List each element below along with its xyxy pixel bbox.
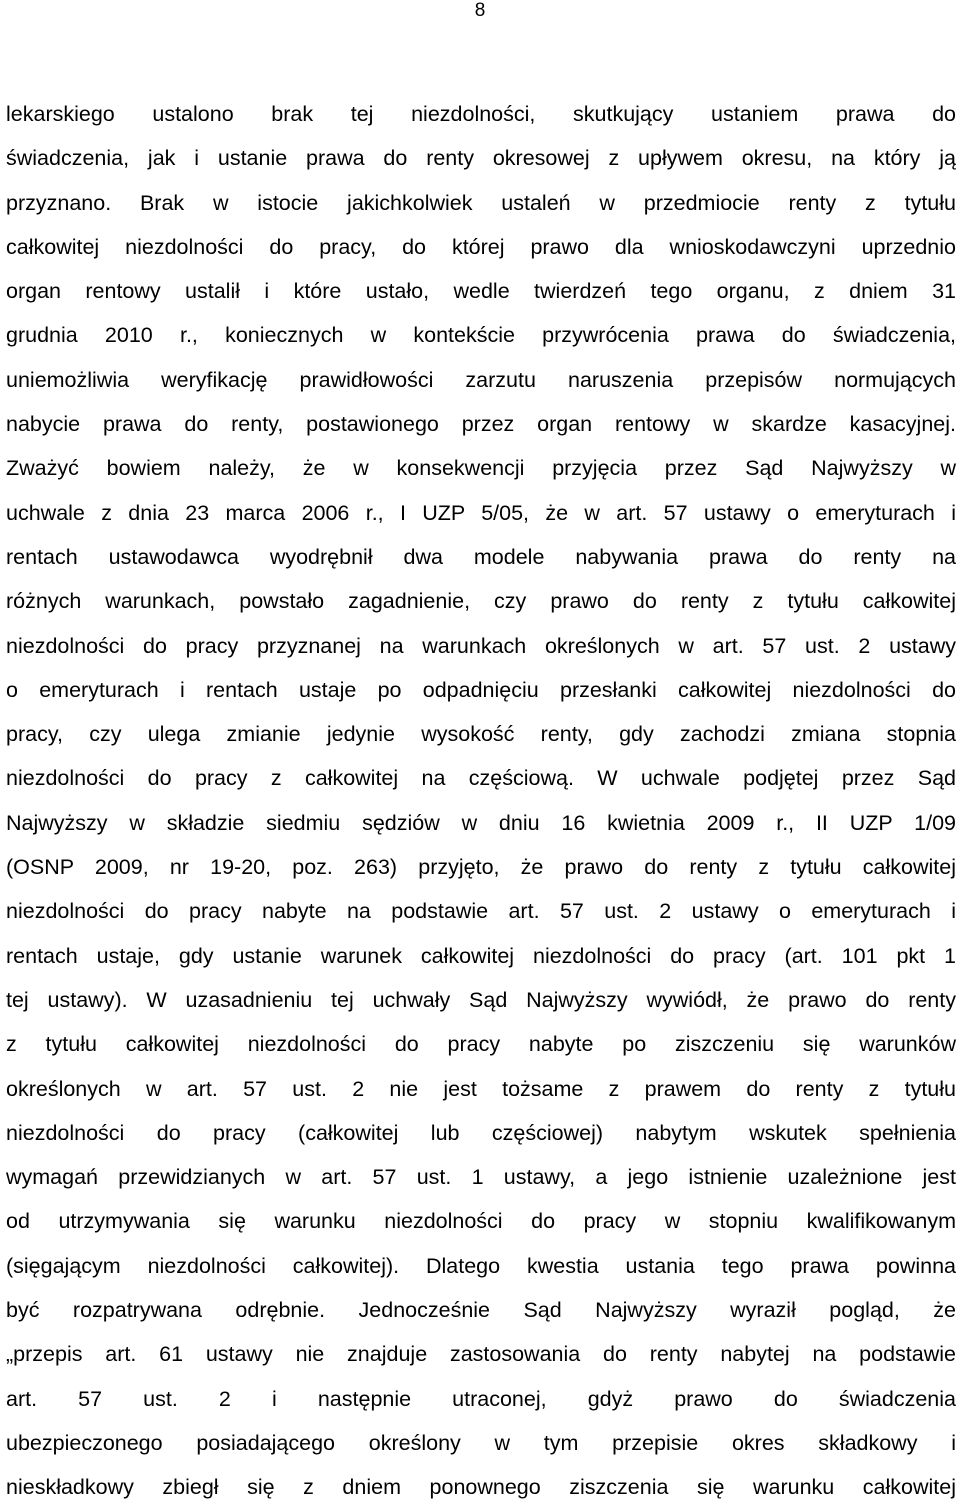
text-line: całkowitej niezdolności do pracy, do której prawo dla wnioskodawczyni uprzednio [6,234,956,259]
text-line: niezdolności do pracy (całkowitej lub częściowej) nabytym wskutek spełnienia [6,1120,956,1145]
text-line: świadczenia, jak i ustanie prawa do renty okresowej z upływem okresu, na który ją [6,146,956,171]
text-line: (sięgającym niezdolności całkowitej). Dlatego kwestia ustania tego prawa powinna [6,1253,956,1278]
text-line: wymagań przewidzianych w art. 57 ust. 1 ustawy, a jego istnienie uzależnione jest [6,1165,956,1190]
text-line: przyznano. Brak w istocie jakichkolwiek ustaleń w przedmiocie renty z tytułu [6,190,956,215]
document-body [6,92,956,1510]
text-line: niezdolności do pracy przyznanej na warunkach określonych w art. 57 ust. 2 ustawy [6,633,956,658]
text-line: nieskładkowy zbiegł się z dniem ponownego ziszczenia się warunku całkowitej [6,1475,956,1500]
text-line: art. 57 ust. 2 i następnie utraconej, gdyż prawo do świadczenia [6,1386,956,1411]
text-line: uniemożliwia weryfikację prawidłowości zarzutu naruszenia przepisów normujących [6,367,956,392]
text-line: (OSNP 2009, nr 19-20, poz. 263) przyjęto, że prawo do renty z tytułu całkowitej [6,855,956,880]
text-line: Zważyć bowiem należy, że w konsekwencji przyjęcia przez Sąd Najwyższy w [6,456,956,481]
text-line: o emeryturach i rentach ustaje po odpadnięciu przesłanki całkowitej niezdolności do [6,677,956,702]
text-line: uchwale z dnia 23 marca 2006 r., I UZP 5/05, że w art. 57 ustawy o emeryturach i [6,500,956,525]
text-line: rentach ustaje, gdy ustanie warunek całkowitej niezdolności do pracy (art. 101 pkt 1 [6,943,956,968]
text-line: lekarskiego ustalono brak tej niezdolności, skutkujący ustaniem prawa do [6,102,956,126]
text-line: z tytułu całkowitej niezdolności do pracy nabyte po ziszczeniu się warunków [6,1032,956,1057]
text-line: od utrzymywania się warunku niezdolności do pracy w stopniu kwalifikowanym [6,1209,956,1234]
text-line: Najwyższy w składzie siedmiu sędziów w dniu 16 kwietnia 2009 r., II UZP 1/09 [6,810,956,835]
text-line: nabycie prawa do renty, postawionego przez organ rentowy w skardze kasacyjnej. [6,412,956,437]
page-number: 8 [474,0,486,21]
text-line: pracy, czy ulega zmianie jedynie wysokość renty, gdy zachodzi zmiana stopnia [6,722,956,747]
text-line: być rozpatrywana odrębnie. Jednocześnie Sąd Najwyższy wyraził pogląd, że [6,1298,956,1323]
text-line: niezdolności do pracy z całkowitej na częściową. W uchwale podjętej przez Sąd [6,766,956,791]
text-line: ubezpieczonego posiadającego określony w tym przepisie okres składkowy i [6,1430,956,1455]
text-line: niezdolności do pracy nabyte na podstawie art. 57 ust. 2 ustawy o emeryturach i [6,899,956,924]
text-line: różnych warunkach, powstało zagadnienie, czy prawo do renty z tytułu całkowitej [6,589,956,614]
text-line: grudnia 2010 r., koniecznych w kontekście przywrócenia prawa do świadczenia, [6,323,956,348]
text-line: organ rentowy ustalił i które ustało, wedle twierdzeń tego organu, z dniem 31 [6,279,956,304]
text-line: rentach ustawodawca wyodrębnił dwa modele nabywania prawa do renty na [6,544,956,569]
text-line: „przepis art. 61 ustawy nie znajduje zastosowania do renty nabytej na podstawie [6,1342,956,1367]
text-line: tej ustawy). W uzasadnieniu tej uchwały Sąd Najwyższy wywiódł, że prawo do renty [6,987,956,1012]
text-line: określonych w art. 57 ust. 2 nie jest tożsame z prawem do renty z tytułu [6,1076,956,1101]
